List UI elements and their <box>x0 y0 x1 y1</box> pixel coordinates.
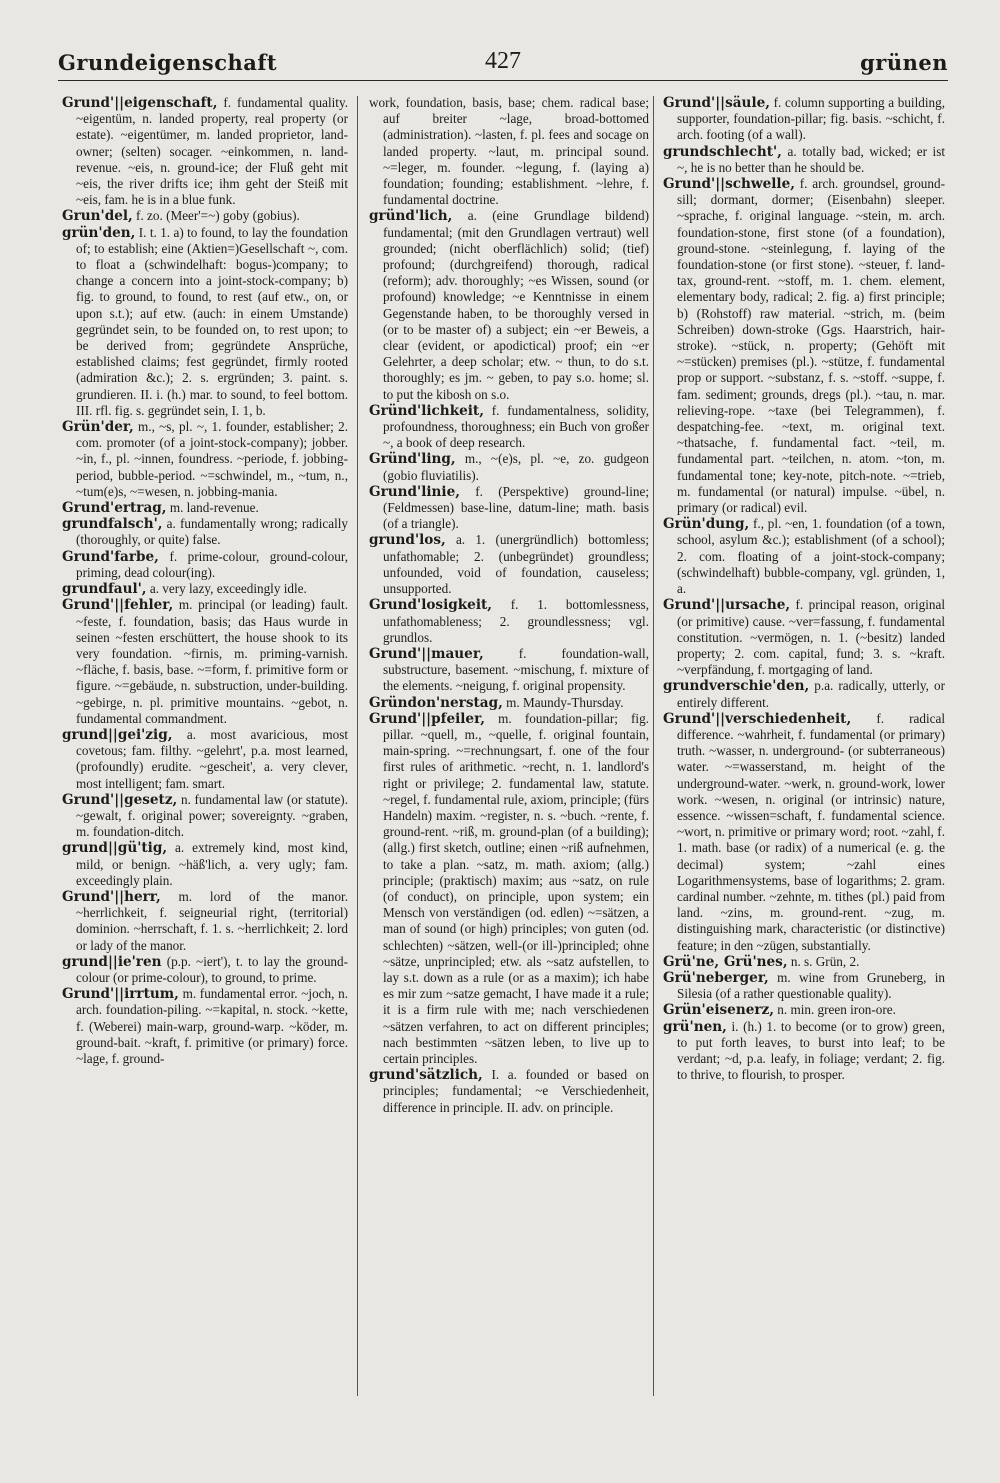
column-divider <box>357 96 358 1396</box>
dictionary-entry <box>663 1002 945 1018</box>
entry-headword: grund||gei'zig, <box>62 726 173 743</box>
entry-definition: a. most avaricious, most covetous; fam. filthy. ~gelehrt', p.a. most learned, (profoundly) erudite. ~gescheit', a. very clever, most intelligent; fam. smart. <box>76 726 348 791</box>
dictionary-entry <box>62 889 348 954</box>
entry-definition: a. fundamentally wrong; radically (thoroughly, or quite) false. <box>76 516 348 548</box>
entry-headword: grü'nen, <box>663 1018 727 1035</box>
entry-definition: m. Maundy-Thursday. <box>502 694 624 710</box>
entry-definition: a. totally bad, wicked; er ist ~, he is no better than he should be. <box>677 143 945 175</box>
entry-definition: a. (eine Grundlage bildend) fundamental; (mit den Grundlagen vertraut) well grounded; (nicht oberflächlich) solid; (tief) profound; (durchgreifend) thorough, radical (reform); adv. thoroughly; ~es Wissen, sound (or profound) knowledge; ~e Kenntnisse in einem Gegenstande haben, to be thoroughly versed in (or to be master of) a subject; ein ~er Beweis, a clear (evident, or apodictical) proof; ein ~er Gelehrter, a deep scholar; etw. ~ thun, to do s.t. thoroughly; es jm. ~ geben, to pay s.o. home; sl. to put the kibosh on s.o. <box>383 208 649 402</box>
entry-definition: I. t. 1. a) to found, to lay the foundation of; to establish; eine (Aktien=)Gesellschaft ~, com. to float a (schwindelhaft: bogus-)company; to change a concern into a joint-stock-company; b) fig. to ground, to found, to rest (auf etw., on, or upon s.t.); auf etw. (auch: in einem Umstande) gegründet sein, to be founded on, to rest upon; to be derived from; gegründete Ansprüche, established claims; fest gegründet, firmly rooted (admiration &c.); 2. s. ergründen; 3. paint. s. grundieren. II. i. (h.) mar. to sound, to feel bottom. III. rfl. fig. s. gegründet sein, I. 1, b. <box>76 224 348 418</box>
entry-headword: Grund'ertrag, <box>62 500 167 517</box>
entry-headword: Grun'del, <box>62 208 133 225</box>
dictionary-entry <box>369 451 649 483</box>
dictionary-entry <box>62 208 348 224</box>
entry-definition: f. arch. groundsel, ground-sill; dormant, dormer; (Eisenbahn) sleeper. ~sprache, f. original language. ~stein, m. arch. foundation-stone, first stone (of a foundation), ground-stone. ~steinlegung, f. laying of the foundation-stone (or first stone). ~steuer, f. land-tax, ground-rent. ~stoff, m. 1. chem. element, elementary body, radical; 2. fig. a) first principle; b) (Rohstoff) raw material. ~strich, m. (beim Schreiben) down-stroke (Ggs. Haarstrich, hair-stroke). ~stück, n. property; (Gehöft mit ~=stücken) premises (pl.). ~stütze, f. fundamental prop or support. ~substanz, f. s. ~stoff. ~suppe, f. fam. sediment; grounds, dregs (pl.). ~tau, n. mar. relieving-rope. ~taxe (bei Telegrammen), f. despatching-fee. ~text, m. original text. ~thatsache, f. fundamental fact. ~teil, m. fundamental part. ~teilchen, n. atom. ~ton, m. fundamental tone; key-note, pitch-note. ~=trieb, m. fundamental (or natural) impulse. ~übel, n. primary (or radical) evil. <box>677 176 945 516</box>
entry-headword: grund'sätzlich, <box>369 1067 483 1084</box>
dictionary-entry <box>62 986 348 1067</box>
entry-headword: Grund'||gesetz, <box>62 791 178 808</box>
entry-headword: Grund'||pfeiler, <box>369 710 485 727</box>
entry-headword: Grü'neberger, <box>663 969 769 986</box>
entry-headword: Grün'der, <box>62 419 134 436</box>
entry-headword: grundverschie'den, <box>663 678 810 695</box>
entry-headword: grundfalsch', <box>62 516 163 533</box>
entry-definition: f., pl. ~en, 1. foundation (of a town, school, asylum &c.); establishment (of a school); 2. com. floating of a joint-stock-company; (schwindelhaft) bubble-company, vgl. gründen, 1, a. <box>677 516 945 597</box>
entry-definition: m. fundamental error. ~joch, n. arch. foundation-piling. ~=kapital, n. stock. ~kette, f. (Weberei) main-warp, ground-warp. ~köder, m. ground-bait. ~kraft, f. primitive (or primary) force. ~lage, f. ground- <box>76 986 348 1066</box>
entry-headword: Grund'losigkeit, <box>369 597 493 614</box>
entry-headword: Grün'eisenerz, <box>663 1002 774 1019</box>
dictionary-entry <box>369 208 649 402</box>
entry-headword: Grund'||verschiedenheit, <box>663 710 852 727</box>
dictionary-entry <box>369 695 649 711</box>
dictionary-entry <box>369 532 649 597</box>
entry-headword: Grund'||herr, <box>62 888 161 905</box>
header-right-guide-word: grünen <box>860 50 948 75</box>
dictionary-entry <box>663 516 945 597</box>
entry-headword: Grün'dung, <box>663 516 750 533</box>
entry-definition: work, foundation, basis, base; chem. radical base; auf breiter ~lage, broad-bottomed (administration). ~lasten, f. pl. fees and socage on landed property. ~laut, m. principal sound. ~=leger, m. founder. ~legung, f. (laying a) foundation; founding; establishment. ~lehre, f. fundamental doctrine. <box>369 95 649 208</box>
entry-definition: f. principal reason, original (or primitive) cause. ~ver=fassung, f. fundamental constitution. ~vermögen, n. 1. (~besitz) landed property; 2. com. capital, fund; 3. s. ~kraft. ~verpfändung, f. mortgaging of land. <box>677 597 945 678</box>
entry-definition: f. 1. bottomlessness, unfathomableness; 2. groundlessness; vgl. grundlos. <box>383 597 649 645</box>
entry-definition: I. a. founded or based on principles; fundamental; ~e Verschiedenheit, difference in principle. II. adv. on principle. <box>383 1067 649 1115</box>
dictionary-entry <box>62 516 348 548</box>
entry-definition: f. fundamentalness, solidity, profoundness, thoroughness; ein Buch von großer ~, a book of deep research. <box>383 402 649 451</box>
entry-headword: Grund'||eigenschaft, <box>62 95 218 111</box>
entry-definition: f. column supporting a building, supporter, foundation-pillar; fig. basis. ~schicht, f. arch. footing (of a wall). <box>677 95 945 143</box>
running-head <box>58 44 948 81</box>
entry-headword: Grü'ne, Grü'nes, <box>663 953 788 970</box>
entry-headword: grund||gü'tig, <box>62 840 168 857</box>
dictionary-entry <box>663 95 945 144</box>
dictionary-entry <box>663 711 945 954</box>
dictionary-entry <box>62 500 348 516</box>
dictionary-entry <box>62 95 348 208</box>
dictionary-entry <box>62 581 348 597</box>
dictionary-entry <box>62 727 348 792</box>
dictionary-entry <box>369 484 649 533</box>
entry-headword: Grund'farbe, <box>62 548 159 565</box>
dictionary-entry <box>62 419 348 500</box>
entry-definition: m. land-revenue. <box>166 500 259 516</box>
dictionary-entry <box>369 646 649 695</box>
dictionary-entry <box>663 678 945 710</box>
entry-headword: Grund'||ursache, <box>663 597 791 614</box>
dictionary-entry <box>62 792 348 841</box>
text-column-2 <box>369 95 649 1116</box>
entry-definition: a. very lazy, exceedingly idle. <box>146 581 307 597</box>
entry-definition: m. foundation-pillar; fig. pillar. ~quell, m., ~quelle, f. original fountain, main-spring. ~=rechnungsart, f. one of the four first rules of arithmetic. ~recht, n. 1. landlord's right or privilege; 2. fundamental law, statute. ~regel, f. fundamental rule, axiom, principle; (fürs Handeln) maxim. ~register, n. s. ~buch. ~rente, f. ground-rent. ~riß, m. ground-plan (of a building); (allg.) first sketch, outline; einen ~riß aufnehmen, to take a plan. ~satz, m. math. axiom; (allg.) principle; (praktisch) maxim; aus ~satz, on rule (of conduct), on principle, upon system; ein Mensch von verständigen (od. edlen) ~=sätzen, a man of sound (or high) principles; von guten (od. schlechten) ~sätzen, well-(or ill-)principled; ohne ~sätze, unprincipled; etw. als ~satz aufstellen, to lay s.t. down as a rule (or as a maxim); ich habe es mir zum ~satze gemacht, I have made it a rule; it is a firm rule with me; nach verschiedenen ~sätzen verfahren, to act on different principles; nach bestimmten ~sätzen leben, to live up to certain principles. <box>383 710 649 1066</box>
entry-headword: Grund'||säule, <box>663 95 770 111</box>
entry-headword: Grund'||fehler, <box>62 597 174 614</box>
entry-headword: grundschlecht', <box>663 143 782 160</box>
entry-definition: a. extremely kind, most kind, mild, or benign. ~häß'lich, a. very ugly; fam. exceedingly plain. <box>76 840 348 888</box>
dictionary-entry <box>62 840 348 889</box>
entry-definition: m. lord of the manor. ~herrlichkeit, f. seigneurial right, (territorial) dominion. ~herrschaft, f. 1. s. ~herrlichkeit; 2. lord or lady of the manor. <box>76 888 348 953</box>
entry-headword: Grund'||irrtum, <box>62 986 179 1003</box>
entry-headword: grün'den, <box>62 224 136 241</box>
entry-headword: Gründ'ling, <box>369 451 456 468</box>
dictionary-entry <box>663 1019 945 1084</box>
entry-headword: grund||ie'ren <box>62 953 162 970</box>
dictionary-entry <box>663 970 945 1002</box>
entry-definition: m. principal (or leading) fault. ~feste, f. foundation, basis; das Haus wurde in seinen ~festen erschüttert, the house shook to its very foundation. ~firnis, m. priming-varnish. ~fläche, f. basis, base. ~=form, f. primitive form or figure. ~=gebäude, n. substruction, under-building. ~gebirge, n. pl. primitive mountains. ~gebot, n. fundamental commandment. <box>76 597 348 726</box>
entry-headword: Gründon'nerstag, <box>369 694 503 711</box>
entry-definition: p.a. radically, utterly, or entirely different. <box>677 678 945 710</box>
entry-definition: a. 1. (unergründlich) bottomless; unfathomable; 2. (unbegründet) groundless; unfounded, void of foundation, causeless; unsupported. <box>383 532 649 597</box>
dictionary-entry <box>369 711 649 1067</box>
entry-definition: f. radical difference. ~wahrheit, f. fundamental (or primary) truth. ~wasser, n. underground- (or subterraneous) water. ~=wasserstand, m. height of the underground-water. ~werk, n. ground-work, lower work. ~wesen, n. original (or intrinsic) nature, essence. ~wissen=schaft, f. fundamental science. ~wort, n. primitive or primary word; root. ~zahl, f. 1. math. base (or radix) of a numerical (e. g. the decimal) system; ~zahl eines Logarithmensystems, base of logarithms; 2. gram. cardinal number. ~zehnte, m. tithes (pl.) paid from land. ~zins, m. ground-rent. ~zug, m. distinguishing mark, characteristic (or distinctive) feature; in den ~zügen, substantially. <box>677 710 945 953</box>
entry-definition: n. fundamental law (or statute). ~gewalt, f. original power; sovereignty. ~graben, m. foundation-ditch. <box>76 791 348 840</box>
dictionary-entry <box>663 144 945 176</box>
entry-definition: m., ~s, pl. ~, 1. founder, establisher; 2. com. promoter (of a joint-stock-company); jobber. ~in, f., pl. ~innen, foundress. ~periode, f. jobbing-period, bubble-period. ~=schwindel, m., ~tum, n., ~tum(e)s, ~=wesen, n. jobbing-mania. <box>76 419 348 499</box>
header-left-guide-word: Grundeigenschaft <box>58 50 278 75</box>
dictionary-entry <box>369 403 649 452</box>
dictionary-entry <box>663 176 945 516</box>
entry-definition: m. wine from Gruneberg, in Silesia (of a rather questionable quality). <box>677 969 945 1002</box>
dictionary-entry <box>663 597 945 678</box>
text-column-3 <box>663 95 945 1083</box>
entry-definition: f. zo. (Meer'=~) goby (gobius). <box>132 208 300 224</box>
dictionary-entry <box>62 597 348 727</box>
entry-definition: n. min. green iron-ore. <box>773 1002 896 1018</box>
entry-headword: Grund'||mauer, <box>369 645 484 662</box>
text-column-1 <box>62 95 348 1067</box>
entry-definition: (p.p. ~iert'), t. to lay the ground-colour (or prime-colour), to ground, to prime. <box>76 953 348 985</box>
entry-definition: f. (Perspektive) ground-line; (Feldmessen) base-line, datum-line; math. basis (of a triangle). <box>383 483 649 532</box>
entry-definition: f. fundamental quality. ~eigentüm, n. landed property, real property (or estate). ~eigentümer, m. landed proprietor, land-owner; (selten) socager. ~einkommen, n. land-revenue. ~eis, n. ground-ice; der Fluß geht mit ~eis, the river drifts ice; ihm geht der Steiß mit ~eis, fam. he is in a blue funk. <box>76 95 348 208</box>
entry-headword: Grund'linie, <box>369 483 460 500</box>
entry-definition: n. s. Grün, 2. <box>787 953 860 969</box>
dictionary-entry <box>369 597 649 646</box>
dictionary-entry <box>62 225 348 419</box>
page-number: 427 <box>485 48 521 74</box>
entry-definition: f. foundation-wall, substructure, basement. ~mischung, f. mixture of the elements. ~neigung, f. original propensity. <box>383 645 649 694</box>
entry-headword: grundfaul', <box>62 581 147 598</box>
dictionary-entry <box>663 954 945 970</box>
entry-definition: f. prime-colour, ground-colour, priming, dead colour(ing). <box>76 548 348 580</box>
entry-headword: gründ'lich, <box>369 208 453 225</box>
entry-definition: m., ~(e)s, pl. ~e, zo. gudgeon (gobio fluviatilis). <box>383 451 649 483</box>
dictionary-entry <box>369 1067 649 1116</box>
dictionary-entry <box>369 95 649 208</box>
entry-headword: Gründ'lichkeit, <box>369 402 484 419</box>
entry-headword: Grund'||schwelle, <box>663 176 795 193</box>
column-divider <box>653 96 654 1396</box>
dictionary-entry <box>62 549 348 581</box>
dictionary-entry <box>62 954 348 986</box>
entry-definition: i. (h.) 1. to become (or to grow) green, to put forth leaves, to burst into leaf; to be verdant; ~d, p.a. leafy, in foliage; verdant; 2. fig. to thrive, to flourish, to prosper. <box>677 1018 945 1083</box>
entry-headword: grund'los, <box>369 532 446 549</box>
